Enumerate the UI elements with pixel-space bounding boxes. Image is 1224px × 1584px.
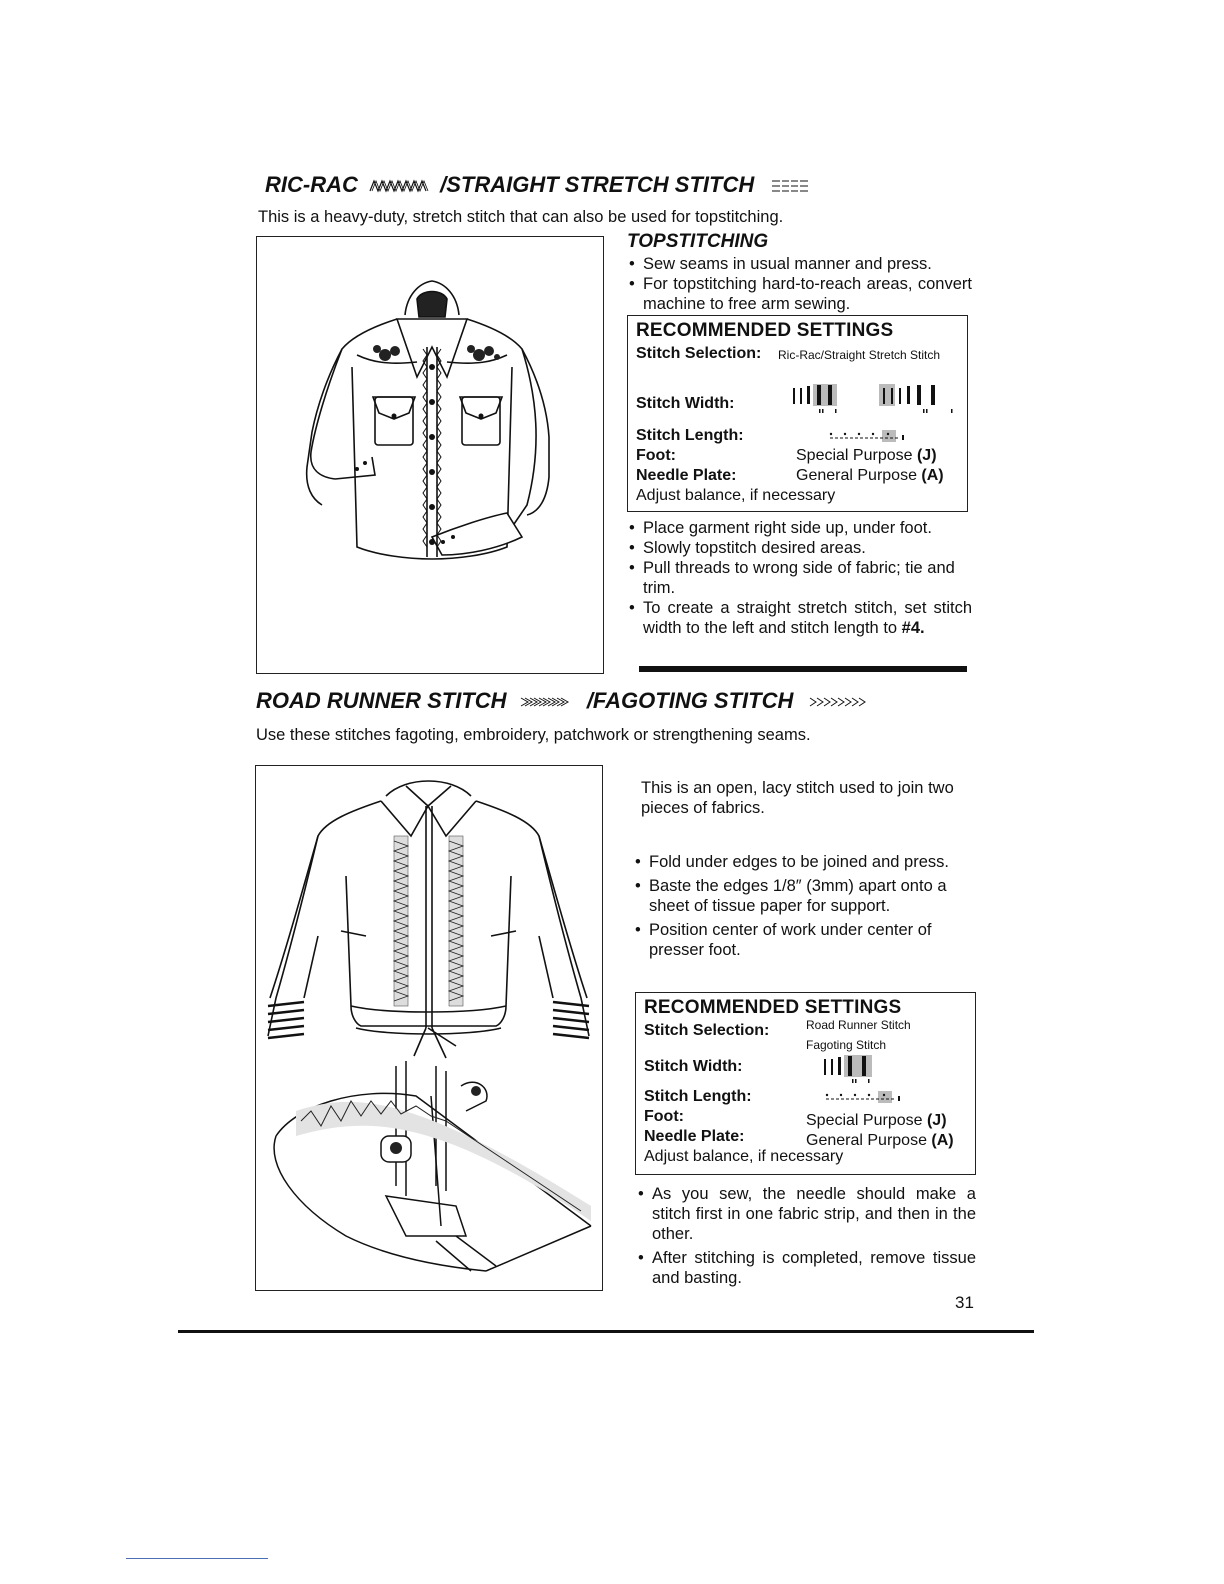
needle-plate-value: General Purpose [806,1132,927,1149]
needle-plate-label: Needle Plate: [644,1128,745,1145]
stitch-length-label: Stitch Length: [636,427,744,444]
settings-title: RECOMMENDED SETTINGS [644,997,902,1018]
stitch-selection-label: Stitch Selection: [636,345,762,362]
section1-title-b: /STRAIGHT STRETCH STITCH [440,172,755,197]
stitch-length-gauge-icon [824,1089,904,1105]
list-item: • Position center of work under center of presser foot. [633,920,973,960]
section2-settings-box [635,992,976,1175]
section1-intro: This is a heavy-duty, stretch stitch that can also be used for topstitching. [258,208,784,226]
topstitching-subheading: TOPSTITCHING [627,231,769,252]
section-divider-bar [639,666,967,672]
page-number: 31 [955,1293,974,1312]
list-item: • Fold under edges to be joined and press. [633,852,973,872]
list-item [627,598,972,638]
foot-code: (J) [926,1112,947,1129]
adjust-balance-note: Adjust balance, if necessary [644,1148,844,1165]
foot-label: Foot: [644,1108,684,1125]
stitch-width-label: Stitch Width: [636,395,735,412]
section1-bullets-top [627,254,972,314]
stitch-selection-value-1: Road Runner Stitch [806,1018,911,1032]
stitch-selection-value-2: Fagoting Stitch [806,1038,887,1052]
section2-title-b: /FAGOTING STITCH [586,688,794,713]
footnote-rule [126,1558,268,1559]
list-item: • Sew seams in usual manner and press. [627,254,972,274]
section1-title-a: RIC-RAC [265,172,358,197]
shirt-illustration-frame [256,236,604,674]
jacket-illustration-frame [255,765,603,1291]
section2-paragraph: This is an open, lacy stitch used to join two pieces of fabrics. [641,779,954,817]
foot-code: (J) [916,447,937,464]
stitch-width-label: Stitch Width: [644,1058,743,1075]
list-item: • Slowly topstitch desired areas. [627,538,972,558]
list-item: • Place garment right side up, under foot. [627,518,972,538]
settings-title: RECOMMENDED SETTINGS [636,320,894,341]
stitch-length-value: #4. [901,619,925,637]
stitch-width-gauge-icon [822,1053,902,1085]
section2-bullets-top [633,852,973,960]
list-item: • After stitching is completed, remove tissue and basting. [636,1248,976,1288]
section1-heading [265,172,810,198]
page-bottom-rule [178,1330,1034,1333]
stitch-length-label: Stitch Length: [644,1088,752,1105]
ricrac-stitch-icon [368,177,430,195]
stitch-selection-value: Ric-Rac/Straight Stretch Stitch [778,348,941,362]
stitch-selection-label: Stitch Selection: [644,1022,770,1039]
western-shirt-illustration [257,237,602,672]
section2-intro: Use these stitches fagoting, embroidery, patchwork or strengthening seams. [256,726,811,744]
straight-stretch-stitch-icon [770,177,810,195]
foot-value: Special Purpose [796,447,913,464]
adjust-balance-note: Adjust balance, if necessary [636,487,836,504]
needle-plate-code: (A) [931,1132,954,1149]
list-item: • Pull threads to wrong side of fabric; tie and trim. [627,558,972,598]
needle-plate-code: (A) [921,467,944,484]
list-item: • As you sew, the needle should make a stitch first in one fabric strip, and then in the other. [636,1184,976,1244]
stitch-length-gauge-icon [828,428,908,444]
stitch-width-gauge-icon [791,382,966,416]
foot-value: Special Purpose [806,1112,923,1129]
road-runner-stitch-icon [519,694,575,710]
needle-plate-label: Needle Plate: [636,467,737,484]
section2-heading [256,688,868,714]
list-item: • For topstitching hard-to-reach areas, convert machine to free arm sewing. [627,274,972,314]
needle-plate-value: General Purpose [796,467,917,484]
foot-label: Foot: [636,447,676,464]
section2-bullets-bottom [636,1184,976,1288]
section2-title-a: ROAD RUNNER STITCH [256,688,507,713]
section1-bullets-bottom [627,518,972,638]
section1-settings-box [627,315,968,512]
list-item-text: To create a straight stretch stitch, set stitch width to the left and stitch length to [643,599,972,637]
fagoting-stitch-icon [808,694,868,710]
jacket-and-presser-foot-illustration [256,766,601,1289]
list-item: • Baste the edges 1/8″ (3mm) apart onto a sheet of tissue paper for support. [633,876,973,916]
